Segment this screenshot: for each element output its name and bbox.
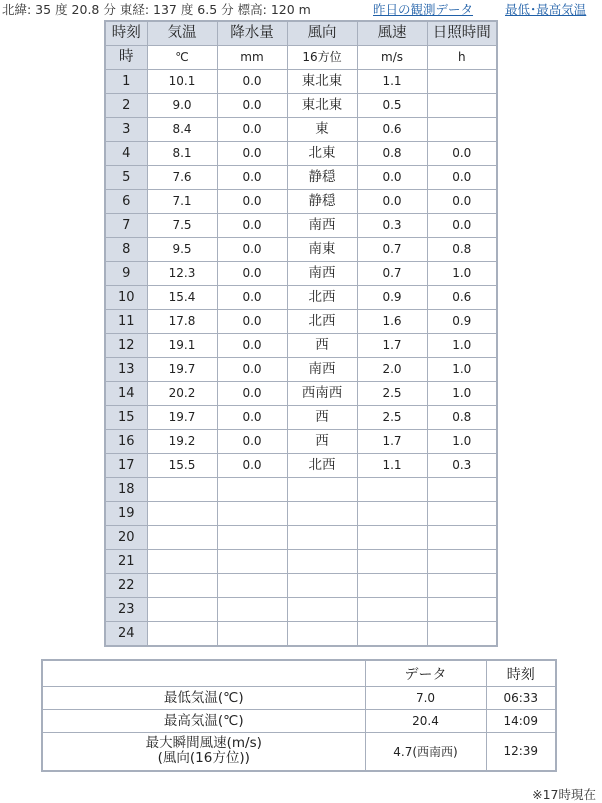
sunshine-cell: 0.0 (427, 142, 497, 166)
wind-speed-cell: 0.7 (357, 262, 427, 286)
hour-cell: 24 (105, 622, 147, 647)
unit-wind-speed: m/s (357, 46, 427, 70)
temperature-cell: 17.8 (147, 310, 217, 334)
wind-direction-cell: 西 (287, 334, 357, 358)
sunshine-cell: 1.0 (427, 334, 497, 358)
unit-sunshine: h (427, 46, 497, 70)
wind-direction-cell (287, 478, 357, 502)
table-row (105, 454, 497, 478)
sunshine-cell (427, 550, 497, 574)
sunshine-cell: 1.0 (427, 358, 497, 382)
wind-speed-cell: 0.0 (357, 190, 427, 214)
sunshine-cell: 0.3 (427, 454, 497, 478)
wind-direction-cell: 南西 (287, 358, 357, 382)
precipitation-cell (217, 550, 287, 574)
precipitation-cell: 0.0 (217, 190, 287, 214)
unit-wind-direction: 16方位 (287, 46, 357, 70)
temperature-cell: 15.4 (147, 286, 217, 310)
wind-direction-cell: 東北東 (287, 70, 357, 94)
hour-cell: 2 (105, 94, 147, 118)
table-row (105, 430, 497, 454)
wind-speed-cell: 2.5 (357, 382, 427, 406)
summary-label: 最大瞬間風速(m/s) (風向(16方位)) (42, 733, 365, 771)
unit-temperature: ℃ (147, 46, 217, 70)
temperature-cell (147, 550, 217, 574)
hour-cell: 14 (105, 382, 147, 406)
sunshine-cell: 0.0 (427, 190, 497, 214)
precipitation-cell: 0.0 (217, 334, 287, 358)
table-row (105, 478, 497, 502)
table-row (105, 214, 497, 238)
temperature-cell: 8.1 (147, 142, 217, 166)
sunshine-cell (427, 118, 497, 142)
wind-direction-cell: 静穏 (287, 190, 357, 214)
sunshine-cell: 0.0 (427, 214, 497, 238)
wind-speed-cell (357, 622, 427, 647)
column-header-time: 時刻 (105, 21, 147, 46)
wind-speed-cell: 0.5 (357, 94, 427, 118)
column-header-wind-speed: 風速 (357, 21, 427, 46)
wind-direction-cell: 北西 (287, 286, 357, 310)
wind-speed-cell: 1.7 (357, 334, 427, 358)
precipitation-cell: 0.0 (217, 358, 287, 382)
wind-speed-cell: 0.9 (357, 286, 427, 310)
as-of-note: ※17時現在 (532, 787, 596, 802)
column-header-precipitation: 降水量 (217, 21, 287, 46)
precipitation-cell (217, 598, 287, 622)
precipitation-cell: 0.0 (217, 262, 287, 286)
hour-cell: 21 (105, 550, 147, 574)
wind-direction-cell: 南西 (287, 214, 357, 238)
hour-cell: 1 (105, 70, 147, 94)
column-header-wind-direction: 風向 (287, 21, 357, 46)
wind-speed-cell: 0.6 (357, 118, 427, 142)
unit-header-row (105, 46, 497, 70)
wind-direction-cell (287, 622, 357, 647)
hourly-observation-table (104, 20, 498, 647)
precipitation-cell (217, 502, 287, 526)
wind-speed-cell (357, 598, 427, 622)
summary-row-max-temp (42, 710, 556, 733)
summary-header-data: データ (365, 660, 486, 687)
temperature-cell (147, 622, 217, 647)
column-header-sunshine: 日照時間 (427, 21, 497, 46)
summary-label: 最低気温(℃) (42, 687, 365, 710)
sunshine-cell (427, 574, 497, 598)
wind-speed-cell: 2.0 (357, 358, 427, 382)
wind-speed-cell (357, 574, 427, 598)
precipitation-cell: 0.0 (217, 118, 287, 142)
precipitation-cell (217, 526, 287, 550)
precipitation-cell: 0.0 (217, 70, 287, 94)
table-row (105, 382, 497, 406)
precipitation-cell: 0.0 (217, 454, 287, 478)
table-row (105, 190, 497, 214)
unit-precipitation: mm (217, 46, 287, 70)
temperature-cell: 9.5 (147, 238, 217, 262)
temperature-cell: 15.5 (147, 454, 217, 478)
temperature-cell: 9.0 (147, 94, 217, 118)
hour-cell: 10 (105, 286, 147, 310)
table-row (105, 406, 497, 430)
hour-cell: 17 (105, 454, 147, 478)
temperature-cell (147, 478, 217, 502)
summary-time: 14:09 (486, 710, 556, 733)
summary-time: 06:33 (486, 687, 556, 710)
hour-cell: 9 (105, 262, 147, 286)
wind-speed-cell (357, 502, 427, 526)
summary-value: 7.0 (365, 687, 486, 710)
sunshine-cell (427, 70, 497, 94)
temperature-cell: 10.1 (147, 70, 217, 94)
precipitation-cell: 0.0 (217, 238, 287, 262)
summary-label: 最高気温(℃) (42, 710, 365, 733)
precipitation-cell: 0.0 (217, 430, 287, 454)
wind-direction-cell: 西 (287, 406, 357, 430)
precipitation-cell (217, 622, 287, 647)
sunshine-cell: 1.0 (427, 430, 497, 454)
wind-direction-cell (287, 598, 357, 622)
temperature-cell: 12.3 (147, 262, 217, 286)
temperature-cell: 7.5 (147, 214, 217, 238)
wind-speed-cell: 2.5 (357, 406, 427, 430)
table-row (105, 622, 497, 647)
table-row (105, 502, 497, 526)
table-row (105, 526, 497, 550)
summary-header-row (42, 660, 556, 687)
wind-direction-cell (287, 574, 357, 598)
temperature-cell (147, 526, 217, 550)
temperature-cell (147, 502, 217, 526)
sunshine-cell (427, 478, 497, 502)
temperature-cell (147, 598, 217, 622)
precipitation-cell: 0.0 (217, 310, 287, 334)
hour-cell: 4 (105, 142, 147, 166)
sunshine-cell: 0.9 (427, 310, 497, 334)
table-row (105, 310, 497, 334)
table-row (105, 238, 497, 262)
wind-direction-cell (287, 526, 357, 550)
table-row (105, 262, 497, 286)
wind-speed-cell: 0.0 (357, 166, 427, 190)
wind-direction-cell: 静穏 (287, 166, 357, 190)
table-row (105, 358, 497, 382)
temperature-cell: 20.2 (147, 382, 217, 406)
wind-direction-cell (287, 502, 357, 526)
sunshine-cell: 1.0 (427, 262, 497, 286)
hourly-rows (105, 70, 497, 647)
yesterday-data-link[interactable]: 昨日の観測データ (373, 2, 474, 17)
hour-cell: 20 (105, 526, 147, 550)
precipitation-cell: 0.0 (217, 142, 287, 166)
sunshine-cell (427, 622, 497, 647)
wind-direction-cell: 北西 (287, 310, 357, 334)
temperature-cell: 19.2 (147, 430, 217, 454)
table-row (105, 166, 497, 190)
wind-speed-cell: 1.7 (357, 430, 427, 454)
sunshine-cell: 1.0 (427, 382, 497, 406)
wind-speed-cell: 0.8 (357, 142, 427, 166)
sunshine-cell: 0.8 (427, 406, 497, 430)
temperature-cell: 19.7 (147, 358, 217, 382)
temperature-cell: 7.6 (147, 166, 217, 190)
hour-cell: 15 (105, 406, 147, 430)
precipitation-cell: 0.0 (217, 382, 287, 406)
wind-speed-cell: 1.1 (357, 70, 427, 94)
hour-cell: 8 (105, 238, 147, 262)
temperature-cell: 7.1 (147, 190, 217, 214)
wind-speed-cell: 0.3 (357, 214, 427, 238)
summary-row-min-temp (42, 687, 556, 710)
hour-cell: 18 (105, 478, 147, 502)
summary-header-blank (42, 660, 365, 687)
sunshine-cell (427, 502, 497, 526)
hour-cell: 6 (105, 190, 147, 214)
wind-speed-cell (357, 550, 427, 574)
table-row (105, 550, 497, 574)
sunshine-cell: 0.0 (427, 166, 497, 190)
wind-direction-cell: 北西 (287, 454, 357, 478)
sunshine-cell: 0.6 (427, 286, 497, 310)
daily-summary-table (41, 659, 557, 772)
column-header-temperature: 気温 (147, 21, 217, 46)
hour-cell: 7 (105, 214, 147, 238)
hour-cell: 13 (105, 358, 147, 382)
precipitation-cell (217, 574, 287, 598)
summary-header-time: 時刻 (486, 660, 556, 687)
hour-cell: 11 (105, 310, 147, 334)
hour-cell: 3 (105, 118, 147, 142)
sunshine-cell (427, 598, 497, 622)
wind-direction-cell: 東北東 (287, 94, 357, 118)
wind-direction-cell (287, 550, 357, 574)
temperature-cell: 8.4 (147, 118, 217, 142)
hour-cell: 23 (105, 598, 147, 622)
hour-cell: 19 (105, 502, 147, 526)
wind-direction-cell: 北東 (287, 142, 357, 166)
precipitation-cell: 0.0 (217, 214, 287, 238)
sunshine-cell (427, 94, 497, 118)
temperature-cell: 19.1 (147, 334, 217, 358)
table-row (105, 334, 497, 358)
summary-row-max-gust (42, 733, 556, 771)
hour-cell: 12 (105, 334, 147, 358)
hour-cell: 16 (105, 430, 147, 454)
precipitation-cell: 0.0 (217, 166, 287, 190)
sunshine-cell (427, 526, 497, 550)
hour-cell: 22 (105, 574, 147, 598)
min-max-temperature-link[interactable]: 最低･最高気温 (505, 2, 587, 17)
wind-speed-cell (357, 478, 427, 502)
location-info: 北緯: 35 度 20.8 分 東経: 137 度 6.5 分 標高: 120 m (2, 2, 311, 17)
sunshine-cell: 0.8 (427, 238, 497, 262)
wind-direction-cell: 南西 (287, 262, 357, 286)
wind-speed-cell: 1.6 (357, 310, 427, 334)
wind-speed-cell (357, 526, 427, 550)
location-bar (2, 1, 600, 19)
table-row (105, 94, 497, 118)
wind-direction-cell: 南東 (287, 238, 357, 262)
unit-time: 時 (105, 46, 147, 70)
precipitation-cell: 0.0 (217, 286, 287, 310)
summary-value: 20.4 (365, 710, 486, 733)
table-row (105, 70, 497, 94)
table-row (105, 286, 497, 310)
table-row (105, 574, 497, 598)
hour-cell: 5 (105, 166, 147, 190)
wind-direction-cell: 東 (287, 118, 357, 142)
table-row (105, 598, 497, 622)
precipitation-cell (217, 478, 287, 502)
precipitation-cell: 0.0 (217, 94, 287, 118)
column-header-row (105, 21, 497, 46)
temperature-cell: 19.7 (147, 406, 217, 430)
wind-speed-cell: 0.7 (357, 238, 427, 262)
temperature-cell (147, 574, 217, 598)
wind-direction-cell: 西南西 (287, 382, 357, 406)
wind-direction-cell: 西 (287, 430, 357, 454)
table-row (105, 142, 497, 166)
precipitation-cell: 0.0 (217, 406, 287, 430)
table-row (105, 118, 497, 142)
wind-speed-cell: 1.1 (357, 454, 427, 478)
summary-value: 4.7(西南西) (365, 733, 486, 771)
summary-time: 12:39 (486, 733, 556, 771)
